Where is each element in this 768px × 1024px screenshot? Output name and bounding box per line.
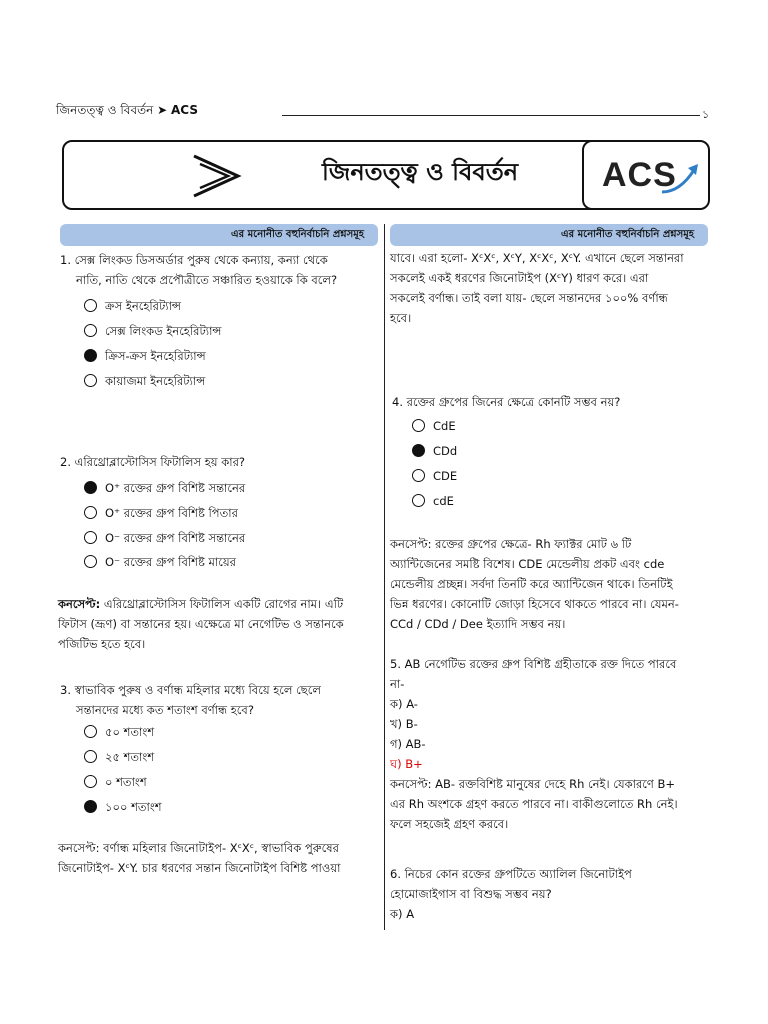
q2-option-2[interactable]: [84, 503, 238, 523]
concept-line: ফলে সহজেই গ্রহণ করবে।: [390, 817, 509, 831]
q1-option-3[interactable]: [84, 346, 206, 366]
radio-unselected-icon[interactable]: [412, 494, 425, 507]
question-text-line: স্বাভাবিক পুরুষ ও বর্ণান্ধ মহিলার মধ্যে বিয়ে হলে ছেলে: [74, 683, 321, 697]
concept-label: কনসেপ্ট:: [58, 597, 101, 611]
radio-unselected-icon[interactable]: [84, 775, 97, 788]
option-label: ০ শতাংশ: [105, 775, 147, 789]
q2-option-4[interactable]: [84, 552, 236, 572]
option-label: CdE: [433, 419, 456, 433]
option-label: CDd: [433, 444, 458, 458]
q2-option-3[interactable]: [84, 528, 245, 548]
option-label: ক্রিস-ক্রস ইনহেরিট্যান্স: [105, 349, 206, 363]
q2-concept: [58, 594, 380, 654]
option-label: cdE: [433, 494, 454, 508]
q1-option-1[interactable]: [84, 296, 181, 316]
brand-mini: ACS: [171, 103, 198, 117]
header-rule: [282, 115, 700, 116]
concept-line: কনসেপ্ট: রক্তের গ্রুপের ক্ষেত্রে- Rh ফ্যাক্টর মোট ৬ টি: [390, 537, 632, 551]
radio-unselected-icon[interactable]: [84, 299, 97, 312]
option-label: সেক্স লিংকড ইনহেরিট্যান্স: [105, 324, 222, 338]
option-label: O⁺ রক্তের গ্রুপ বিশিষ্ট সন্তানের: [105, 481, 246, 495]
q3-concept-continued: [390, 248, 708, 328]
question-text-line: সন্তানদের মধ্যে কত শতাংশ বর্ণান্ধ হবে?: [76, 703, 254, 717]
question-number: 1.: [60, 253, 71, 267]
q6-option-a[interactable]: ক) A: [390, 907, 415, 921]
chevron-arrow-icon: [188, 152, 248, 200]
radio-unselected-icon[interactable]: [412, 419, 425, 432]
concept-line: জিনোটাইপ- XᶜY. চার ধরণের সন্তান জিনোটাইপ বিশিষ্ট পাওয়া: [58, 861, 341, 875]
q5-option-c[interactable]: গ) AB-: [390, 737, 426, 751]
q3-option-4[interactable]: [84, 797, 162, 817]
acs-logo: [582, 140, 710, 210]
q3-concept: [58, 838, 380, 878]
q2-option-1[interactable]: [84, 478, 245, 498]
concept-line: হবে।: [390, 311, 412, 325]
concept-line: এরিথ্রোব্লাস্টোসিস ফিটালিস একটি রোগের নাম। এটি: [100, 597, 344, 611]
q4-option-1[interactable]: [412, 416, 456, 436]
concept-line: CCd / CDd / Dee ইত্যাদি সম্ভব নয়।: [390, 617, 566, 631]
radio-selected-icon[interactable]: [412, 444, 425, 457]
q4-option-4[interactable]: [412, 491, 454, 511]
radio-unselected-icon[interactable]: [84, 324, 97, 337]
concept-line: পজিটিভ হতে হবে।: [58, 637, 146, 651]
q5-option-a[interactable]: ক) A-: [390, 697, 418, 711]
radio-unselected-icon[interactable]: [84, 374, 97, 387]
option-label: কায়াজমা ইনহেরিট্যান্স: [105, 374, 206, 388]
question-text-line: সেক্স লিংকড ডিসঅর্ডার পুরুষ থেকে কন্যায়, কন্যা থেকে: [74, 253, 328, 267]
option-label: ২৫ শতাংশ: [105, 750, 155, 764]
column-divider: [384, 224, 385, 930]
question-6: [390, 864, 708, 924]
running-header: [56, 102, 198, 122]
section-label-right: এর মনোনীত বহুনির্বাচনি প্রশ্নসমূহ: [390, 224, 708, 246]
question-5: [390, 654, 708, 834]
concept-line: অ্যান্টিজেনের সমষ্টি বিশেষ। CDE মেন্ডেলীয় প্রকট এবং cde: [390, 557, 665, 571]
concept-line: ভিন্ন ধরণের। কোনোটি জোড়া হিসেবে থাকতে পারবে না। যেমন-: [390, 597, 679, 611]
concept-line: কনসেপ্ট: বর্ণান্ধ মহিলার জিনোটাইপ- XᶜXᶜ, স্বাভাবিক পুরুষের: [58, 841, 339, 855]
concept-line: সকলেই একই ধরণের জিনোটাইপ (XᶜY) ধারণ করে। এরা: [390, 271, 649, 285]
concept-line: মেন্ডেলীয় প্রচ্ছন্ন। সর্বদা তিনটি করে অ্যান্টিজেন থাকে। তিনটিই: [390, 577, 673, 591]
radio-unselected-icon[interactable]: [84, 725, 97, 738]
radio-unselected-icon[interactable]: [84, 506, 97, 519]
radio-unselected-icon[interactable]: [412, 469, 425, 482]
section-label-left: এর মনোনীত বহুনির্বাচনি প্রশ্নসমূহ: [60, 224, 378, 246]
radio-selected-icon[interactable]: [84, 481, 97, 494]
question-text-line: হোমোজাইগাস বা বিশুদ্ধ সম্ভব নয়?: [390, 887, 552, 901]
q4-option-3[interactable]: [412, 466, 457, 486]
question-1: [60, 250, 380, 290]
option-label: O⁻ রক্তের গ্রুপ বিশিষ্ট সন্তানের: [105, 531, 246, 545]
concept-line: যাবে। এরা হলো- XᶜXᶜ, XᶜY, XᶜXᶜ, XᶜY. এখানে ছেলে সন্তানরা: [390, 251, 684, 265]
q1-option-4[interactable]: [84, 371, 205, 391]
radio-unselected-icon[interactable]: [84, 750, 97, 763]
swoosh-arrow-icon: [658, 162, 702, 198]
option-label: ক্রস ইনহেরিট্যান্স: [105, 299, 181, 313]
q4-option-2[interactable]: [412, 441, 457, 461]
logo-text: ACS: [602, 156, 677, 194]
chevron-right-icon: ➤: [157, 103, 168, 117]
question-2: [60, 452, 380, 472]
q5-option-d-answer[interactable]: ঘ) B+: [390, 757, 423, 771]
concept-line: সকলেই বর্ণান্ধ। তাই বলা যায়- ছেলে সন্তানদের ১০০% বর্ণান্ধ: [390, 291, 668, 305]
radio-selected-icon[interactable]: [84, 800, 97, 813]
question-number: 3.: [60, 683, 71, 697]
question-number: 2.: [60, 455, 71, 469]
q1-option-2[interactable]: [84, 321, 221, 341]
q3-option-3[interactable]: [84, 772, 147, 792]
radio-selected-icon[interactable]: [84, 349, 97, 362]
q4-concept: [390, 534, 708, 634]
question-4: [392, 392, 708, 412]
running-title: জিনতত্ত্ব ও বিবর্তন: [56, 103, 154, 117]
question-text-line: না-: [390, 677, 405, 691]
question-text-line: রক্তের গ্রুপের জিনের ক্ষেত্রে কোনটি সম্ভব নয়?: [406, 395, 621, 409]
question-number: 4.: [392, 395, 403, 409]
concept-line: ফিটাস (ভ্রূণ) বা সন্তানের হয়। এক্ষেত্রে মা নেগেটিভ ও সন্তানকে: [58, 617, 344, 631]
option-label: ৫০ শতাংশ: [105, 725, 155, 739]
option-label: O⁻ রক্তের গ্রুপ বিশিষ্ট মায়ের: [105, 555, 236, 569]
radio-unselected-icon[interactable]: [84, 555, 97, 568]
q5-option-b[interactable]: খ) B-: [390, 717, 418, 731]
radio-unselected-icon[interactable]: [84, 531, 97, 544]
option-label: CDE: [433, 469, 458, 483]
concept-line: কনসেপ্ট: AB- রক্তবিশিষ্ট মানুষের দেহে Rh নেই। যেকারণে B+: [390, 777, 676, 791]
q3-option-1[interactable]: [84, 722, 154, 742]
question-text-line: এরিথ্রোব্লাস্টোসিস ফিটালিস হয় কার?: [74, 455, 246, 469]
question-text-line: 6. নিচের কোন রক্তের গ্রুপটিতে অ্যালিল জিনোটাইপ: [390, 867, 632, 881]
title-banner: [62, 140, 708, 210]
banner-title: জিনতত্ত্ব ও বিবর্তন: [322, 158, 519, 186]
question-text-line: 5. AB নেগেটিভ রক্তের গ্রুপ বিশিষ্ট গ্রহীতাকে রক্ত দিতে পারবে: [390, 657, 677, 671]
page-number: ১: [702, 108, 710, 121]
option-label: O⁺ রক্তের গ্রুপ বিশিষ্ট পিতার: [105, 506, 238, 520]
q3-option-2[interactable]: [84, 747, 154, 767]
option-label: ১০০ শতাংশ: [105, 800, 162, 814]
concept-line: এর Rh অংশকে গ্রহণ করতে পারবে না। বাকীগুলোতে Rh নেই।: [390, 797, 678, 811]
question-3: [60, 680, 380, 720]
question-text-line: নাতি, নাতি থেকে প্রপৌত্রীতে সঞ্চারিত হওয়াকে কি বলে?: [76, 273, 338, 287]
